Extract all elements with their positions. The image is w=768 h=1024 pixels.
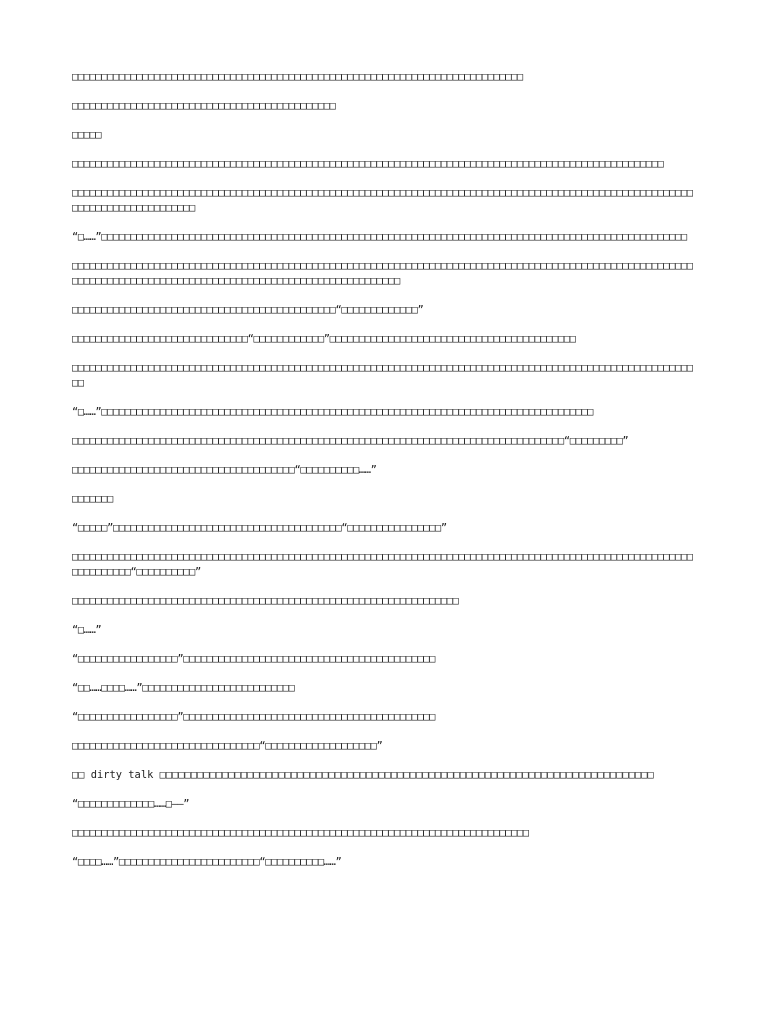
paragraph-15: “□□□□□”□□□□□□□□□□□□□□□□□□□□□□□□□□□□□□□□□□□□□□□“□□□□□□□□□□□□□□□□” — [72, 522, 447, 534]
paragraph-25: □□□□□□□□□□□□□□□□□□□□□□□□□□□□□□□□□□□□□□□□□□□□□□□□□□□□□□□□□□□□□□□□□□□□□□□□□□□□□□ — [72, 827, 529, 839]
paragraph-3: □□□□□ — [72, 129, 102, 141]
paragraph-20: “□□……□□□□……”□□□□□□□□□□□□□□□□□□□□□□□□□□ — [72, 682, 295, 694]
paragraph-6: “□……”□□□□□□□□□□□□□□□□□□□□□□□□□□□□□□□□□□□□□□□□□□□□□□□□□□□□□□□□□□□□□□□□□□□□□□□□□□□□□□□□□□□□□□□□□□□□□□□□□□□□ — [72, 231, 687, 243]
paragraph-21: “□□□□□□□□□□□□□□□□□”□□□□□□□□□□□□□□□□□□□□□□□□□□□□□□□□□□□□□□□□□□□ — [72, 711, 436, 723]
paragraph-10: □□□□□□□□□□□□□□□□□□□□□□□□□□□□□□□□□□□□□□□□□□□□□□□□□□□□□□□□□□□□□□□□□□□□□□□□□□□□□□□□□□□□□□□□□□□□□□□□□□□□□□□□□□□□ — [72, 362, 693, 389]
paragraph-16: □□□□□□□□□□□□□□□□□□□□□□□□□□□□□□□□□□□□□□□□□□□□□□□□□□□□□□□□□□□□□□□□□□□□□□□□□□□□□□□□□□□□□□□□□□□□□□□□□□□□□□□□□□□□□□□□□□□□“□□□□□□□□□□” — [72, 551, 693, 578]
paragraph-17: □□□□□□□□□□□□□□□□□□□□□□□□□□□□□□□□□□□□□□□□□□□□□□□□□□□□□□□□□□□□□□□□□□ — [72, 595, 459, 607]
paragraph-7: □□□□□□□□□□□□□□□□□□□□□□□□□□□□□□□□□□□□□□□□□□□□□□□□□□□□□□□□□□□□□□□□□□□□□□□□□□□□□□□□□□□□□□□□□□□□□□□□□□□□□□□□□□□□□□□□□□□□□□□□□□□□□□□□□□□□□□□□□□□□□□□□□□□□□□□□□□□□□□□□□□ — [72, 260, 693, 287]
paragraph-26: “□□□□……”□□□□□□□□□□□□□□□□□□□□□□□□“□□□□□□□□□□……” — [72, 856, 342, 868]
paragraph-9: □□□□□□□□□□□□□□□□□□□□□□□□□□□□□□“□□□□□□□□□□□□”□□□□□□□□□□□□□□□□□□□□□□□□□□□□□□□□□□□□□□□□□□ — [72, 333, 576, 345]
paragraph-14: □□□□□□□ — [72, 493, 113, 505]
paragraph-13: □□□□□□□□□□□□□□□□□□□□□□□□□□□□□□□□□□□□□□“□□□□□□□□□□……” — [72, 464, 377, 476]
paragraph-2: □□□□□□□□□□□□□□□□□□□□□□□□□□□□□□□□□□□□□□□□□□□□□ — [72, 100, 336, 112]
paragraph-24: “□□□□□□□□□□□□□……□——” — [72, 798, 190, 810]
paragraph-22: □□□□□□□□□□□□□□□□□□□□□□□□□□□□□□□□“□□□□□□□□□□□□□□□□□□□” — [72, 740, 383, 752]
paragraph-18: “□……” — [72, 624, 102, 636]
document-body — [72, 70, 696, 884]
paragraph-4: □□□□□□□□□□□□□□□□□□□□□□□□□□□□□□□□□□□□□□□□□□□□□□□□□□□□□□□□□□□□□□□□□□□□□□□□□□□□□□□□□□□□□□□□□□□□□□□□□□□□□ — [72, 158, 664, 170]
paragraph-12: □□□□□□□□□□□□□□□□□□□□□□□□□□□□□□□□□□□□□□□□□□□□□□□□□□□□□□□□□□□□□□□□□□□□□□□□□□□□□□□□□□□□“□□□□□□□□□” — [72, 435, 629, 447]
paragraph-8: □□□□□□□□□□□□□□□□□□□□□□□□□□□□□□□□□□□□□□□□□□□□□“□□□□□□□□□□□□□” — [72, 304, 424, 316]
paragraph-5: □□□□□□□□□□□□□□□□□□□□□□□□□□□□□□□□□□□□□□□□□□□□□□□□□□□□□□□□□□□□□□□□□□□□□□□□□□□□□□□□□□□□□□□□□□□□□□□□□□□□□□□□□□□□□□□□□□□□□□□□□□□□□□□ — [72, 187, 693, 214]
paragraph-23: □□ dirty talk □□□□□□□□□□□□□□□□□□□□□□□□□□□□□□□□□□□□□□□□□□□□□□□□□□□□□□□□□□□□□□□□□□□□□□□□□□□□□□□ — [72, 769, 654, 781]
paragraph-11: “□……”□□□□□□□□□□□□□□□□□□□□□□□□□□□□□□□□□□□□□□□□□□□□□□□□□□□□□□□□□□□□□□□□□□□□□□□□□□□□□□□□□□□□ — [72, 406, 594, 418]
paragraph-1: □□□□□□□□□□□□□□□□□□□□□□□□□□□□□□□□□□□□□□□□□□□□□□□□□□□□□□□□□□□□□□□□□□□□□□□□□□□□□ — [72, 71, 523, 83]
paragraph-19: “□□□□□□□□□□□□□□□□□”□□□□□□□□□□□□□□□□□□□□□□□□□□□□□□□□□□□□□□□□□□□ — [72, 653, 436, 665]
